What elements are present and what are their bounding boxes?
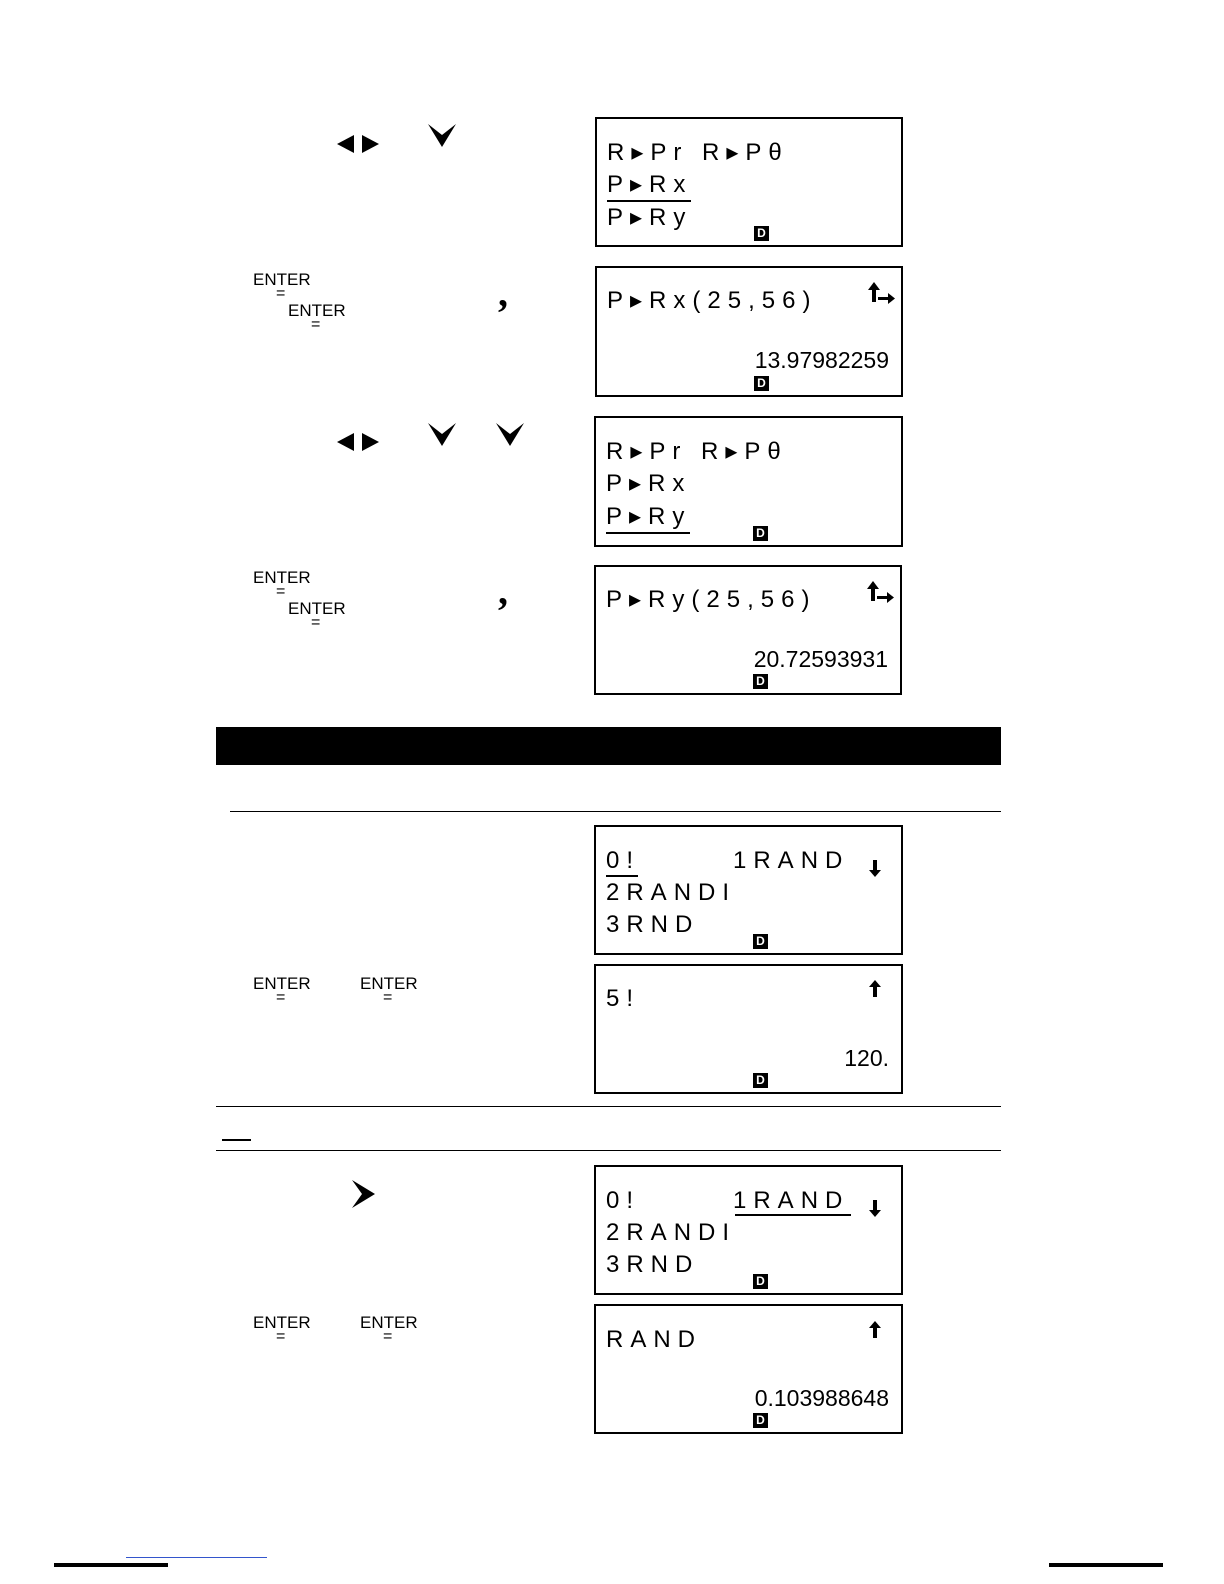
lcd-line-1-item-1: 1RAND: [733, 1187, 850, 1214]
lcd-line-2: P▸Rx: [606, 470, 692, 497]
lcd-line-1-item-1: 1RAND: [733, 847, 850, 874]
lcd-expression: P▸Rx(25,56): [607, 287, 818, 314]
enter-key-label: ENTER: [253, 1313, 311, 1332]
degree-mode-badge: D: [753, 1413, 768, 1428]
lcd-line-1-item-0: 0!: [606, 847, 641, 874]
lcd-expression: 5!: [606, 985, 641, 1012]
lcd-expression: RAND: [606, 1326, 703, 1353]
selection-underline: [606, 875, 638, 877]
right-arrow-key-icon: [352, 1180, 376, 1208]
down-arrow-key-icon: [428, 423, 456, 447]
lcd-result: 13.97982259: [754, 347, 889, 373]
lcd-screen-rand-result: [594, 1304, 903, 1434]
lcd-screen-prob-menu: [594, 1165, 903, 1295]
selection-underline: [735, 1214, 851, 1216]
degree-mode-badge: D: [753, 1274, 768, 1289]
short-dash: [222, 1139, 251, 1141]
lcd-screen-prob-menu: [594, 825, 903, 955]
lcd-screen-factorial-result: [594, 964, 903, 1094]
lcd-line-1-item-0: 0!: [606, 1187, 641, 1214]
lcd-screen-pol-rx-result: [595, 266, 903, 397]
lcd-screen-pol-ry-result: [594, 565, 902, 695]
footer-bar-right: [1049, 1563, 1163, 1567]
degree-mode-badge: D: [753, 934, 768, 949]
enter-key-label: ENTER: [288, 301, 346, 320]
left-right-arrow-keys-icon: [337, 431, 379, 453]
scroll-down-indicator-icon: [868, 1200, 882, 1218]
selection-underline: [606, 532, 690, 534]
lcd-screen-polar-menu: [595, 117, 903, 247]
divider: [230, 811, 1001, 812]
scroll-up-indicator-icon: [868, 980, 882, 998]
degree-mode-badge: D: [753, 1073, 768, 1088]
scroll-up-right-indicator-icon: [867, 581, 895, 605]
enter-key-label: ENTER: [253, 568, 311, 587]
left-right-arrow-keys-icon: [337, 133, 379, 155]
lcd-screen-polar-menu: [594, 416, 903, 547]
lcd-expression: P▸Ry(25,56): [606, 586, 817, 613]
section-header-bar: [216, 727, 1001, 765]
lcd-result: 0.103988648: [754, 1385, 889, 1411]
enter-key-label: ENTER: [360, 974, 418, 993]
degree-mode-badge: D: [753, 526, 768, 541]
lcd-line-3: 3RND: [606, 1251, 700, 1278]
enter-key-equals: =: [276, 583, 286, 600]
enter-key-label: ENTER: [253, 270, 311, 289]
lcd-result: 120.: [844, 1045, 889, 1071]
enter-key-equals: =: [276, 1328, 286, 1345]
lcd-line-1: R▸Pr R▸Pθ: [607, 139, 789, 166]
scroll-down-indicator-icon: [868, 860, 882, 878]
scroll-up-indicator-icon: [868, 1321, 882, 1339]
down-arrow-key-icon: [496, 423, 524, 447]
enter-key-equals: =: [383, 1328, 393, 1345]
enter-key-label: ENTER: [253, 974, 311, 993]
enter-key-label: ENTER: [288, 599, 346, 618]
enter-key-equals: =: [311, 614, 321, 631]
divider: [216, 1106, 1001, 1107]
lcd-result: 20.72593931: [753, 646, 888, 672]
selection-underline: [607, 200, 691, 202]
enter-key-label: ENTER: [360, 1313, 418, 1332]
lcd-line-3: 3RND: [606, 911, 700, 938]
lcd-line-2: P▸Rx: [607, 171, 693, 198]
enter-key-equals: =: [383, 989, 393, 1006]
degree-mode-badge: D: [754, 226, 769, 241]
comma-key-icon: ,: [498, 568, 508, 613]
divider: [216, 1150, 1001, 1151]
lcd-line-3: P▸Ry: [607, 204, 693, 231]
footer-link-line: [126, 1557, 267, 1558]
scroll-up-right-indicator-icon: [868, 282, 896, 306]
enter-key-equals: =: [276, 285, 286, 302]
enter-key-equals: =: [311, 316, 321, 333]
lcd-line-2: 2RANDI: [606, 1219, 737, 1246]
footer-bar-left: [54, 1563, 168, 1567]
lcd-line-2: 2RANDI: [606, 879, 737, 906]
down-arrow-key-icon: [428, 124, 456, 148]
lcd-line-1: R▸Pr R▸Pθ: [606, 438, 788, 465]
enter-key-equals: =: [276, 989, 286, 1006]
comma-key-icon: ,: [498, 270, 508, 315]
degree-mode-badge: D: [754, 376, 769, 391]
lcd-line-3: P▸Ry: [606, 503, 692, 530]
degree-mode-badge: D: [753, 674, 768, 689]
